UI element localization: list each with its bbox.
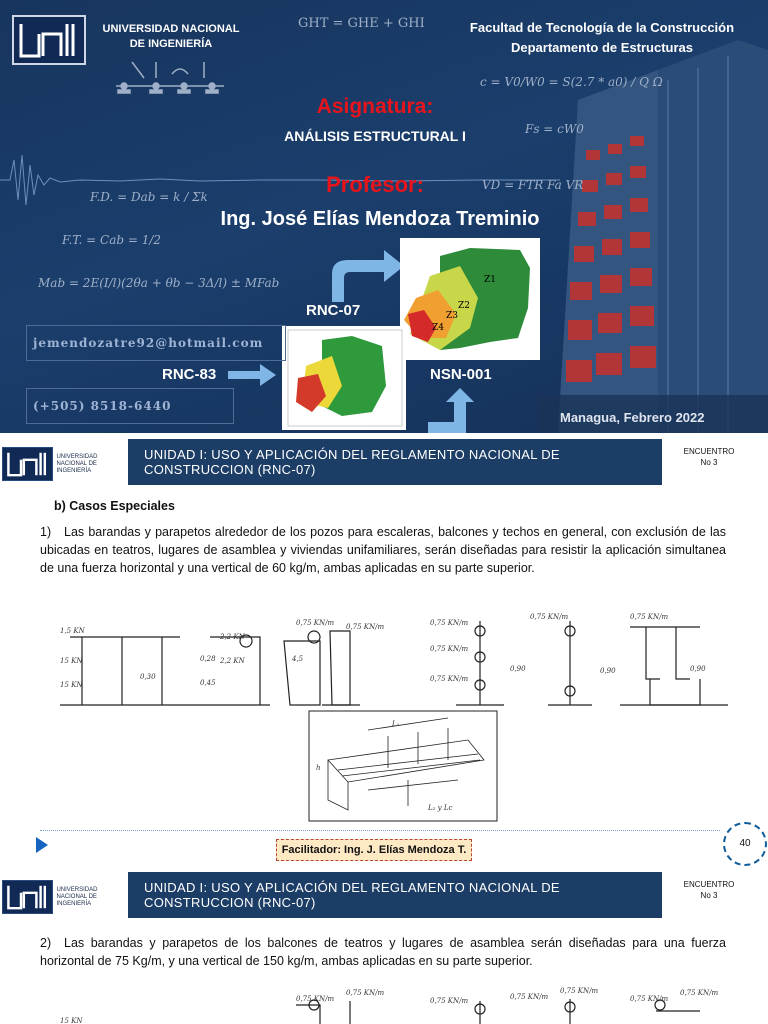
cover-date: Managua, Febrero 2022: [560, 410, 705, 425]
formula-fs: Fs = cW0: [525, 122, 584, 136]
seismic-zone-map-rnc83: [282, 326, 406, 430]
encuentro-badge: [672, 879, 746, 901]
encuentro-number: No 3: [700, 891, 718, 900]
paragraph-item-2: [40, 934, 726, 970]
svg-text:15 KN: 15 KN: [60, 657, 83, 665]
unit-title-line1: UNIDAD I: USO Y APLICACIÓN DEL REGLAMENTO NACIONAL DE: [144, 880, 560, 895]
header-logo-text: UNIVERSIDAD NACIONAL DE INGENIERÍA: [56, 886, 98, 907]
faculty-heading: [458, 18, 746, 58]
svg-text:4,5: 4,5: [292, 655, 304, 663]
svg-text:0,75 KN/m: 0,75 KN/m: [630, 995, 669, 1003]
header-logo: [0, 874, 100, 920]
svg-text:L₁: L₁: [392, 720, 400, 728]
svg-text:0,75 KN/m: 0,75 KN/m: [560, 987, 599, 995]
svg-text:L₂ y Lc: L₂ y Lc: [428, 804, 453, 812]
item-number: 1): [40, 525, 52, 539]
content-slide-2: [0, 869, 768, 1024]
phone-box[interactable]: (+505) 8518-6440: [26, 388, 234, 424]
svg-text:0,75 KN/m: 0,75 KN/m: [346, 623, 385, 631]
department-name: Departamento de Estructuras: [510, 40, 694, 55]
svg-text:0,75 KN/m: 0,75 KN/m: [430, 619, 469, 627]
professor-label: Profesor:: [326, 172, 424, 197]
header-logo-text: UNIVERSIDAD NACIONAL DE INGENIERÍA: [56, 453, 98, 474]
curved-arrow-icon: [328, 244, 408, 304]
svg-text:0,75 KN/m: 0,75 KN/m: [680, 989, 719, 997]
rnc07-label: RNC-07: [306, 302, 361, 319]
svg-text:0,75 KN/m: 0,75 KN/m: [430, 675, 469, 683]
svg-text:0,45: 0,45: [200, 679, 216, 687]
svg-text:0,75 KN/m: 0,75 KN/m: [630, 613, 669, 621]
encuentro-label: ENCUENTRO: [683, 447, 735, 456]
encuentro-number: No 3: [700, 458, 718, 467]
svg-text:0,90: 0,90: [600, 667, 616, 675]
svg-text:0,75 KN/m: 0,75 KN/m: [430, 645, 469, 653]
encuentro-badge: [672, 446, 746, 468]
svg-text:0,75 KN/m: 0,75 KN/m: [510, 993, 549, 1001]
svg-text:15 KN: 15 KN: [60, 1017, 83, 1024]
building-illustration: [538, 40, 768, 433]
subject-name: ANÁLISIS ESTRUCTURAL I: [284, 128, 466, 144]
svg-text:0,30: 0,30: [140, 673, 156, 681]
header-logo: [0, 441, 100, 487]
paragraph-item-1: [40, 523, 726, 577]
university-name: UNIVERSIDAD NACIONAL DE INGENIERÍA: [102, 23, 240, 50]
svg-text:15 KN: 15 KN: [60, 681, 83, 689]
uni-logo: [12, 15, 86, 65]
formula-ght: GHT = GHE + GHI: [298, 16, 425, 31]
up-arrow-icon: [426, 388, 474, 433]
zone-z1-label: Z1: [484, 275, 496, 285]
faculty-name: Facultad de Tecnología de la Construcción: [469, 20, 735, 35]
svg-text:0,90: 0,90: [510, 665, 526, 673]
svg-text:1,5 KN: 1,5 KN: [60, 627, 85, 635]
section-subtitle: b) Casos Especiales: [54, 499, 175, 513]
unit-title-line2: CONSTRUCCION (RNC-07): [144, 462, 316, 477]
formula-mab: Mab = 2E(I/l)(2θa + θb − 3Δ/l) ± MFab: [38, 276, 280, 290]
formula-fd: F.D. = Dab = k / Σk: [90, 190, 208, 204]
page-number: 40: [723, 822, 767, 866]
svg-text:0,75 KN/m: 0,75 KN/m: [296, 619, 335, 627]
zone-z4-label: Z4: [432, 323, 444, 333]
unit-title-line1: UNIDAD I: USO Y APLICACIÓN DEL REGLAMENTO NACIONAL DE: [144, 447, 560, 462]
footer-divider: [40, 830, 720, 831]
zone-z2-label: Z2: [458, 301, 470, 311]
unit-title-line2: CONSTRUCCION (RNC-07): [144, 895, 316, 910]
encuentro-label: ENCUENTRO: [683, 880, 735, 889]
svg-text:h: h: [316, 764, 321, 772]
facilitator-box: Facilitador: Ing. J. Elías Mendoza T.: [276, 839, 472, 861]
right-arrow-icon: [228, 364, 276, 386]
beam-diagram-icon: [112, 58, 228, 98]
nsn001-label: NSN-001: [430, 366, 492, 383]
unit-header: [128, 872, 662, 918]
svg-text:0,90: 0,90: [690, 665, 706, 673]
svg-text:0,28: 0,28: [200, 655, 216, 663]
railing-diagrams-partial: [60, 985, 730, 1024]
cover-slide: [0, 0, 768, 433]
item-number: 2): [40, 936, 52, 950]
professor-name: Ing. José Elías Mendoza Treminio: [220, 208, 540, 230]
item-text: Las barandas y parapetos de los balcones de teatros y lugares de asamblea serán diseñadas para una fuerza horizontal de 75 Kg/m, y una vertical de 150 kg/m, ambas aplicadas en su parte superior.: [40, 936, 726, 968]
unit-header: [128, 439, 662, 485]
zone-z3-label: Z3: [446, 311, 458, 321]
svg-text:0,75 KN/m: 0,75 KN/m: [430, 997, 469, 1005]
nav-arrow-icon[interactable]: [36, 837, 48, 853]
formula-c: c = V0/W0 = S(2.7 * a0) / Q Ω: [480, 75, 663, 89]
svg-text:0,75 KN/m: 0,75 KN/m: [346, 989, 385, 997]
formula-vd: VD = FTR Fa VR: [482, 178, 584, 192]
item-text: Las barandas y parapetos alrededor de los pozos para escaleras, balcones y techos en general, con exclusión de las ubicadas en teatros, lugares de asamblea y viviendas unifamiliares, serán diseñadas para resistir la aplicación simultanea de una fuerza horizontal y una vertical de 60 kg/m, ambas aplicadas en su parte superior.: [40, 525, 726, 575]
rnc83-label: RNC-83: [162, 366, 217, 383]
svg-text:0,75 KN/m: 0,75 KN/m: [296, 995, 335, 1003]
railing-diagrams: [60, 601, 730, 713]
svg-text:2,2 KN: 2,2 KN: [220, 657, 245, 665]
content-slide-1: [0, 433, 768, 869]
svg-text:0,75 KN/m: 0,75 KN/m: [530, 613, 569, 621]
formula-ft: F.T. = Cab = 1/2: [62, 233, 162, 247]
subject-label: Asignatura:: [316, 95, 434, 118]
load-distribution-diagram: [308, 710, 498, 822]
svg-text:2,2 KN: 2,2 KN: [220, 633, 245, 641]
seismic-zone-map-rnc07: [400, 238, 540, 360]
email-box[interactable]: jemendozatre92@hotmail.com: [26, 325, 286, 361]
